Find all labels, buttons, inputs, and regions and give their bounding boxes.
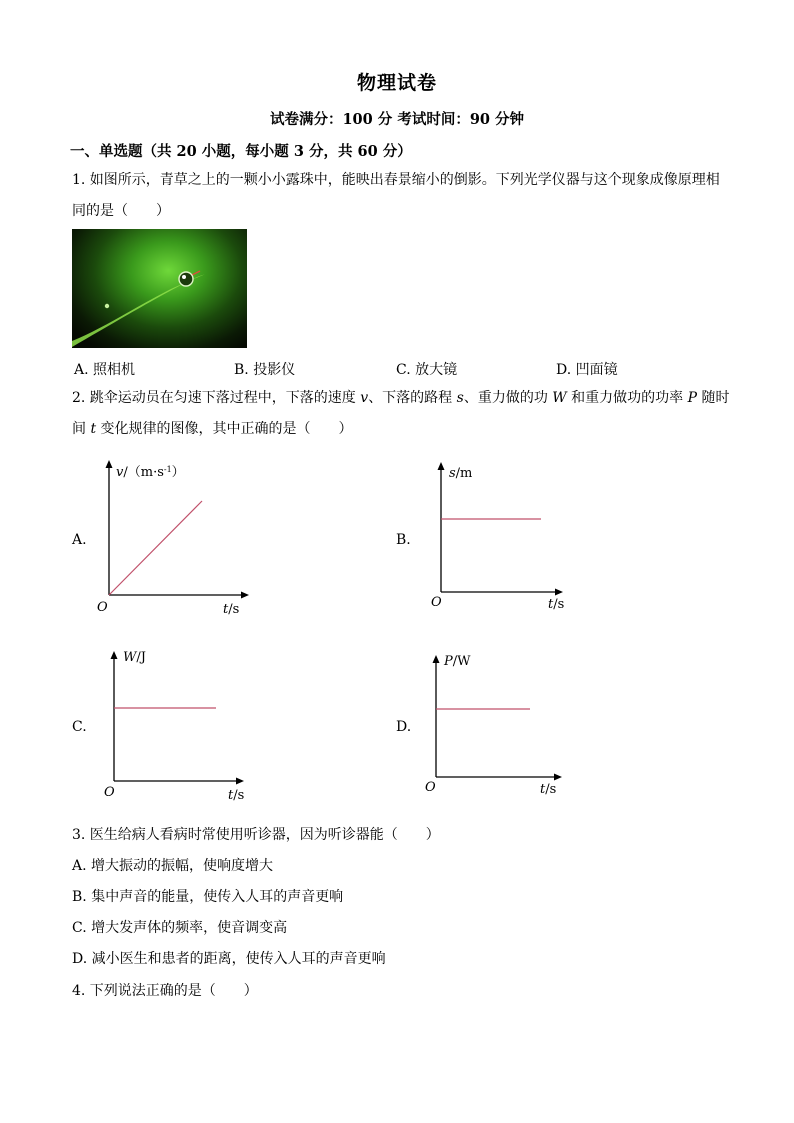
graph-d-y-arrow [433,655,440,663]
graph-c-y-arrow [111,651,118,659]
graph-c-ylabel: W/J [123,650,146,665]
section-heading: 一、单选题（共 20 小题，每小题 3 分，共 60 分） [70,143,412,160]
graph-d [420,645,580,805]
q3-stem: 3. 医生给病人看病时常使用听诊器，因为听诊器能（ ） [72,827,440,843]
q2-stem-line2: 间 t 变化规律的图像，其中正确的是（ ） [72,421,353,437]
q1-option-d: D. 凹面镜 [556,362,618,378]
q1-option-b: B. 投影仪 [234,362,296,378]
graph-a-y-arrow [106,460,113,468]
graph-d-label: D. [396,719,412,735]
graph-d-xlabel: t/s [540,782,557,797]
graph-d-origin: O [425,780,436,795]
graph-b-y-arrow [438,462,445,470]
graph-a-origin: O [97,600,108,615]
graph-b-xlabel: t/s [548,597,565,612]
graph-a-ylabel: $v/(m\cdot s^{-1})$ [116,464,185,480]
graph-c-origin: O [104,785,115,800]
grass-blade-illustration [72,229,247,348]
q3-option-c: C. 增大发声体的频率，使音调变高 [72,920,288,936]
graph-d-ylabel: P/W [444,654,471,669]
graph-a-xlabel: t/s [223,602,240,617]
q4-stem: 4. 下列说法正确的是（ ） [72,983,258,999]
graph-a-label: A. [72,532,87,548]
graph-b-label: B. [396,532,411,548]
graph-c-xlabel: t/s [228,788,245,803]
dewdrop-photo [72,229,247,348]
graph-c [100,645,260,805]
graph-b-origin: O [431,595,442,610]
q1-option-c: C. 放大镜 [396,362,458,378]
q3-option-a: A. 增大振动的振幅，使响度增大 [72,858,274,874]
graph-a-line [109,501,202,595]
q1-option-a: A. 照相机 [74,362,136,378]
graph-a [95,460,255,620]
graph-b [425,460,585,620]
graph-b-ylabel: s/m [449,466,473,481]
q1-stem-line1: 1. 如图所示，青草之上的一颗小小露珠中，能映出春景缩小的倒影。下列光学仪器与这个现象成像原理相 [72,172,720,188]
graph-b-x-arrow [555,589,563,596]
graph-a-x-arrow [241,592,249,599]
q2-stem-line1: 2. 跳伞运动员在匀速下落过程中，下落的速度 v、下落的路程 s、重力做的功 W 和重力做功的功率 P 随时 [72,390,730,406]
q3-option-b: B. 集中声音的能量，使传入人耳的声音更响 [72,889,344,905]
graph-c-x-arrow [236,778,244,785]
graph-c-label: C. [72,719,87,735]
q3-option-d: D. 减小医生和患者的距离，使传入人耳的声音更响 [72,951,386,967]
q1-stem-line2: 同的是（ ） [72,203,170,219]
exam-info: 试卷满分：100 分 考试时间：90 分钟 [269,111,525,128]
page-title: 物理试卷 [356,72,437,94]
graph-d-x-arrow [554,774,562,781]
